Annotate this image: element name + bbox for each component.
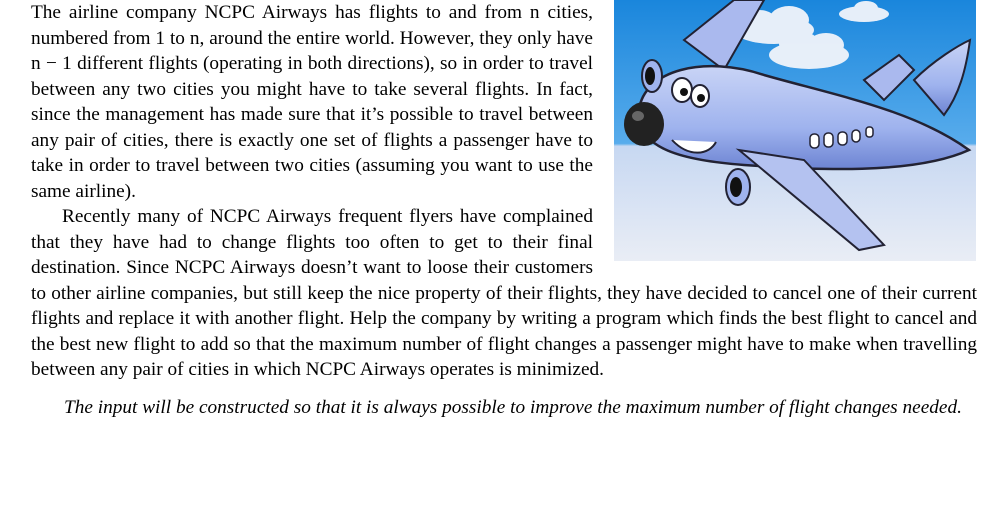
problem-statement [31,0,977,420]
paragraph-intro: The airline company NCPC Airways has flights to and from n cities, numbered from 1 to n, around the entire world. However, they only have n − 1 different flights (operating in both directions), so in order to travel between any two cities you might have to take several flights. In fact, since the management has made sure that it’s possible to travel between any pair of cities, there is exactly one set of flights a passenger have to take in order to travel between two cities (assuming you want to use the same airline). [31,2,593,202]
paragraph-complaint: Recently many of NCPC Airways frequent flyers have complained that they have had to change flights too often to get to their final destination. Since NCPC Airways doesn’t want to loose their customers to other airline companies, but still keep the nice property of their flights, they have decided to cancel one of their current flights and replace it with another flight. Help the company by writing a program which finds the best flight to cancel and the best new flight to add so that the maximum number of flight changes a passenger might have to make when travelling between any pair of cities in which NCPC Airways operates is minimized. [31,206,977,380]
input-guarantee-note: The input will be constructed so that it is always possible to improve the maximum number of flight changes needed. [64,396,962,418]
figure-spacer [593,0,977,262]
